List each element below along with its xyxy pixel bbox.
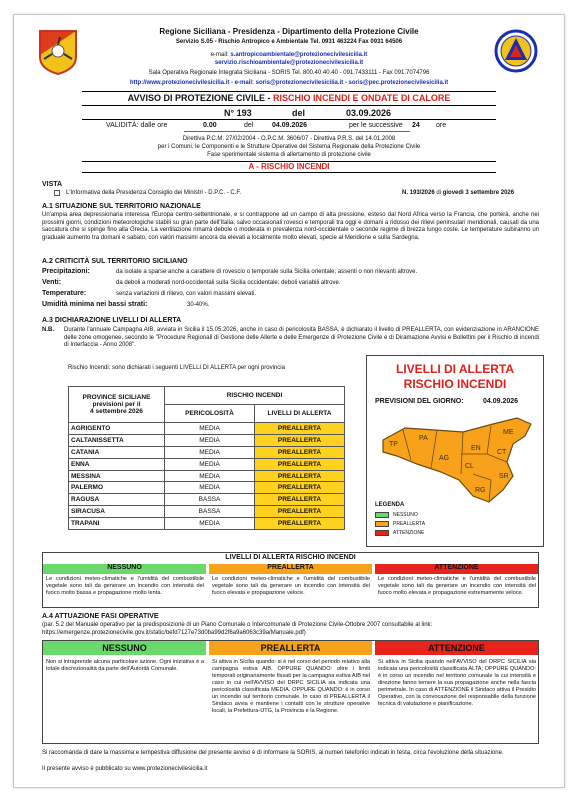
civil-protection-logo-icon — [494, 29, 538, 73]
legend-swatch-preallerta — [375, 521, 389, 527]
province-name: CALTANISSETTA — [69, 434, 165, 446]
a2-heading: A.2 CRITICITÀ SUL TERRITORIO SICILIANO — [42, 258, 188, 265]
livello-value: PREALLERTA — [255, 518, 345, 530]
a2-label-1: Venti: — [42, 279, 62, 286]
section-a-divider-2 — [82, 172, 496, 173]
legend-label-nessuno: NESSUNO — [393, 512, 418, 518]
web-line[interactable]: http://www.protezionecivilesicilia.it - e-mail: soris@protezionecivilesicilia.it - soris@pec.protezionecivilesicilia.it — [129, 80, 449, 86]
map-label-tp: TP — [389, 441, 398, 448]
vista-checkbox — [54, 190, 60, 196]
vista-ref — [402, 190, 514, 198]
avviso-divider-2 — [82, 119, 496, 120]
levels-text-nessuno: Le condizioni meteo-climatiche e l'umidità del combustibile vegetale sono tali da generare un incendio con intensità del fuoco molto bassa e propagazione molto lenta. — [46, 576, 204, 596]
levels-text-attenzione: Le condizioni meteo-climatiche e l'umidità del combustibile vegetale sono tali da generare un incendio con intensità del fuoco molto elevata e propagazione estremamente veloce. — [378, 576, 536, 596]
levels-head-attenzione: ATTENZIONE — [375, 564, 538, 574]
table-row — [69, 506, 345, 518]
table-row — [69, 494, 345, 506]
table-row — [69, 458, 345, 470]
livello-value: PREALLERTA — [255, 482, 345, 494]
validity-per: per le successive — [349, 122, 403, 129]
livello-value: PREALLERTA — [255, 434, 345, 446]
a2-value-2: senza variazioni di rilievo, con valori massimi elevati. — [116, 291, 257, 297]
province-name: CATANIA — [69, 446, 165, 458]
avviso-title-risk: RISCHIO INCENDI E ONDATE DI CALORE — [273, 93, 451, 103]
pericolosita-value: MEDIA — [165, 482, 255, 494]
livello-value: PREALLERTA — [255, 423, 345, 435]
alert-map-box — [366, 355, 544, 547]
email-link[interactable]: s.antropicoambientale@protezionecivilesicilia.it — [230, 52, 368, 58]
validity-date: 04.09.2026 — [272, 122, 308, 129]
map-title-1: LIVELLI DI ALLERTA — [396, 362, 514, 376]
table-row — [69, 446, 345, 458]
forecast-label: PREVISIONI DEL GIORNO: — [375, 398, 464, 405]
phase-head-attenzione: ATTENZIONE — [375, 641, 538, 655]
pericolosita-value: MEDIA — [165, 470, 255, 482]
validity-del: del — [244, 122, 254, 129]
a2-value-1: da deboli a moderati nord-occidentali sulla Sicilia occidentale; deboli variabili altrove. — [116, 280, 341, 286]
province-table — [68, 386, 345, 530]
phase-text-attenzione: Si attiva in Sicilia quando nell'AVVISO del DRPC SICILIA sia indicata una pericolosità classificata ALTA; OPPURE QUANDO: è in corso un incendio nel territorio comunale la cui intensità e direzione fanno temere la sua propagazione anche nella fascia perimetrale. In caso di ATTENZIONE il Sindaco attiva il Presidio Operativo, con la convocazione del responsabile della funzione tecnica di valutazione e pianificazione. — [378, 659, 536, 707]
phase-head-nessuno: NESSUNO — [43, 641, 206, 655]
map-title-2: RISCHIO INCENDI — [403, 377, 507, 391]
map-label-en: EN — [471, 445, 481, 452]
pericolosita-value: MEDIA — [165, 518, 255, 530]
table-row — [69, 518, 345, 530]
table-row — [69, 434, 345, 446]
map-label-cl: CL — [465, 463, 474, 470]
phases-box — [42, 640, 539, 744]
avviso-number: N° 193 — [224, 108, 252, 118]
map-label-me: ME — [503, 429, 514, 436]
avviso-date: 03.09.2026 — [346, 108, 392, 118]
a1-heading: A.1 SITUAZIONE SUL TERRITORIO NAZIONALE — [42, 203, 201, 210]
livello-value: PREALLERTA — [255, 446, 345, 458]
province-header-label: PROVINCE SICILIANE — [82, 394, 151, 401]
footer-line-2: Il presente avviso è pubblicato su www.protezionecivilesicilia.it — [42, 766, 208, 772]
table-intro: Rischio Incendi: sono dichiarati i seguenti LIVELLI DI ALLERTA per ogni provincia — [68, 365, 285, 371]
header-title: Regione Siciliana - Presidenza - Dipartimento della Protezione Civile — [159, 27, 419, 36]
legend-label-preallerta: PREALLERTA — [393, 521, 426, 527]
legend-swatch-attenzione — [375, 530, 389, 536]
header-service: Servizio S.05 - Rischio Antropico e Ambientale Tel. 0931 463224 Fax 0931 64506 — [175, 39, 403, 45]
footer-line-1: Si raccomanda di dare la massima e tempestiva diffusione del presente avviso e di informare la SORIS, ai numeri telefonici indicati in testa, circa l'evoluzione della situazione. — [42, 750, 504, 756]
province-name: RAGUSA — [69, 494, 165, 506]
livelli-header: LIVELLI DI ALLERTA — [255, 405, 345, 423]
table-row — [69, 470, 345, 482]
table-row — [69, 423, 345, 435]
map-label-ct: CT — [497, 449, 507, 456]
map-label-pa: PA — [419, 435, 428, 442]
avviso-title — [82, 93, 496, 104]
pericolosita-value: MEDIA — [165, 446, 255, 458]
validity-ore: ore — [436, 122, 447, 129]
a2-label-3: Umidità minima nei bassi strati: — [42, 301, 148, 308]
province-name: SIRACUSA — [69, 506, 165, 518]
a3-heading: A.3 DICHIARAZIONE LIVELLI DI ALLERTA — [42, 317, 182, 324]
a2-label-0: Precipitazioni: — [42, 268, 90, 275]
province-header-sub: previsioni per il — [92, 401, 141, 408]
directive-1: Direttiva P.C.M. 27/02/2004 - O.P.C.M. 3606/07 - Direttiva P.R.S. del 14.01.2008 — [182, 136, 396, 142]
legend-swatch-nessuno — [375, 512, 389, 518]
avviso-title-prefix: AVVISO DI PROTEZIONE CIVILE - — [127, 93, 273, 103]
directive-3: Fase sperimentale sistema di allertamento di protezione civile — [207, 152, 371, 158]
pericolosita-value: MEDIA — [165, 458, 255, 470]
livello-value: PREALLERTA — [255, 506, 345, 518]
table-row — [69, 482, 345, 494]
pericolosita-value: MEDIA — [165, 434, 255, 446]
email-label: e-mail: — [210, 52, 229, 58]
province-name: PALERMO — [69, 482, 165, 494]
levels-box — [42, 552, 539, 608]
vista-heading: VISTA — [42, 181, 63, 188]
avviso-del: del — [292, 108, 306, 118]
sicily-map-icon — [375, 410, 539, 510]
province-name: AGRIGENTO — [69, 423, 165, 435]
a1-text: Un'ampia area depressionaria interessa l'Europa centro-settentrionale, e si contrappone ad un campo di alta pressione, esteso dal Nord Africa verso la Francia, che porterà, anche nei prossimi giorni, condizioni meteorologiche stabili su gran parte dell'Italia, salvo occasionali rovesci e temporali tra oggi e domani a ridosso dei rilievi peninsulari meridionali, causati da una saccatura che si spinge fino alla Grecia. La ventilazione rimarrà debole o moderata in prevalenza nord-occidentale o seconde regime di brezza lungo coste. Le temperature subiranno un graduale aumento tra domani e sabato, con valori massimi ancora da elevati a localmente molto elevati, specie al Meridione e sulla Sardegna. — [42, 212, 539, 241]
phase-text-nessuno: Non si intraprende alcuna particolare azione. Ogni iniziativa è a totale discrezionalità da parte dell'Autorità Comunale. — [46, 659, 204, 672]
document-sheet — [13, 14, 565, 788]
legend-label-attenzione: ATTENZIONE — [393, 530, 425, 536]
levels-head-preallerta: PREALLERTA — [209, 564, 372, 574]
risk-header: RISCHIO INCENDI — [165, 387, 345, 405]
avviso-divider — [82, 105, 496, 106]
vista-ref-number: N. 193/2026 — [402, 190, 435, 196]
pericolosita-value: MEDIA — [165, 423, 255, 435]
province-rows — [69, 423, 345, 530]
header-email-line — [84, 52, 494, 60]
a2-label-2: Temperature: — [42, 290, 87, 297]
levels-head-nessuno: NESSUNO — [43, 564, 206, 574]
pericolosita-value: BASSA — [165, 494, 255, 506]
forecast-date: 04.09.2026 — [483, 398, 519, 405]
vista-text: L'Informativa della Presidenza Consiglio dei Ministri - D.P.C. - C.F. — [66, 190, 242, 196]
pericolosita-value: BASSA — [165, 506, 255, 518]
a4-link[interactable]: https://emergenze.protezionecivile.gov.it/static/befd7127e73d0ba99d2f6a9a6063c39a/Manuale.pdf) — [42, 630, 306, 636]
province-name: MESSINA — [69, 470, 165, 482]
province-header — [69, 387, 165, 423]
legend-title: LEGENDA — [375, 502, 405, 508]
validity-hour: 0.00 — [203, 122, 217, 129]
directive-2: per i Comuni, le Componenti e le Strutture Operative del Sistema Regionale della Protezione Civile — [157, 144, 421, 150]
validity-underline — [184, 131, 410, 132]
pericolosita-header: PERICOLOSITÀ — [165, 405, 255, 423]
a2-value-0: da isolate a sparse anche a carattere di rovescio o temporale sulla Sicilia orientale; assenti o non rilevanti altrove. — [116, 269, 418, 275]
map-label-ag: AG — [439, 455, 450, 462]
map-label-rg: RG — [475, 487, 486, 494]
province-name: TRAPANI — [69, 518, 165, 530]
a4-heading: A.4 ATTUAZIONE FASI OPERATIVE — [42, 613, 159, 620]
vista-ref-date: giovedì 3 settembre 2026 — [442, 190, 515, 196]
region-coat-of-arms-icon — [38, 29, 78, 75]
a2-value-3: 30-40%. — [187, 302, 210, 308]
phase-text-preallerta: Si attiva in Sicilia quando: si è nel corso del periodo relativo alla campagna estiva AIB. OPPURE QUANDO: oltre i limiti temporali originariamente fissati per la campagna estiva AIB nel caso in cui nell'AVVISO del DRPC SICILIA sia indicata una pericolosità classificata MEDIA. OPPURE QUANDO: è in corso un incendio sul territorio comunale. In caso di PREALLERTA il Sindaco avvia e mantiene i contatti con le strutture operative locali, la Prefettura-UTG, la Provincia e la Regione. — [212, 659, 370, 714]
a3-text: Durante l'annuale Campagna AIB, avviata in Sicilia il 15.05.2026, anche in caso di pericolosità BASSA, è dichiarato il livello di PREALLERTA, con evidenziazione in ARANCIONE delle zone omogenee, secondo le "Procedure Regionali di Gestione delle Allerte e delle Emergenze di Protezione Civile e di Diramazione Avvisi e Bollettini per il Rischio di incendi di Interfaccia - Anno 2008". — [64, 327, 539, 348]
province-name: ENNA — [69, 458, 165, 470]
livello-value: PREALLERTA — [255, 494, 345, 506]
levels-text-preallerta: Le condizioni meteo-climatiche e l'umidità del combustibile vegetale sono tali da generare un incendio con intensità del fuoco elevata e propagazione veloce. — [212, 576, 370, 596]
validity-label: VALIDITÀ: dalle ore — [106, 122, 168, 129]
vista-ref-di: di — [436, 190, 442, 196]
phase-head-preallerta: PREALLERTA — [209, 641, 372, 655]
email2-link[interactable]: servizio.rischioambientale@protezionecivilesicilia.it — [214, 60, 364, 66]
a3-nb: N.B. — [42, 327, 54, 333]
validity-hours: 24 — [412, 122, 420, 129]
province-header-date: 4 settembre 2026 — [90, 408, 143, 415]
section-a-title: A - RISCHIO INCENDI — [248, 162, 330, 171]
sala-operativa: Sala Operativa Regionale Integrata Siciliana - SORIS Tel. 800.40.40.40 - 091.7433111 - Fax 091.7074796 — [148, 70, 430, 76]
livello-value: PREALLERTA — [255, 458, 345, 470]
header-divider — [82, 91, 496, 92]
a4-text: (par. 5.2 del Manuale operativo per la predisposizione di un Piano Comunale o Intercomunale di Protezione Civile-Ottobre 2007 consultabile al link: — [42, 622, 433, 628]
livello-value: PREALLERTA — [255, 470, 345, 482]
map-label-sr: SR — [499, 473, 509, 480]
levels-title: LIVELLI DI ALLERTA RISCHIO INCENDI — [225, 554, 356, 561]
